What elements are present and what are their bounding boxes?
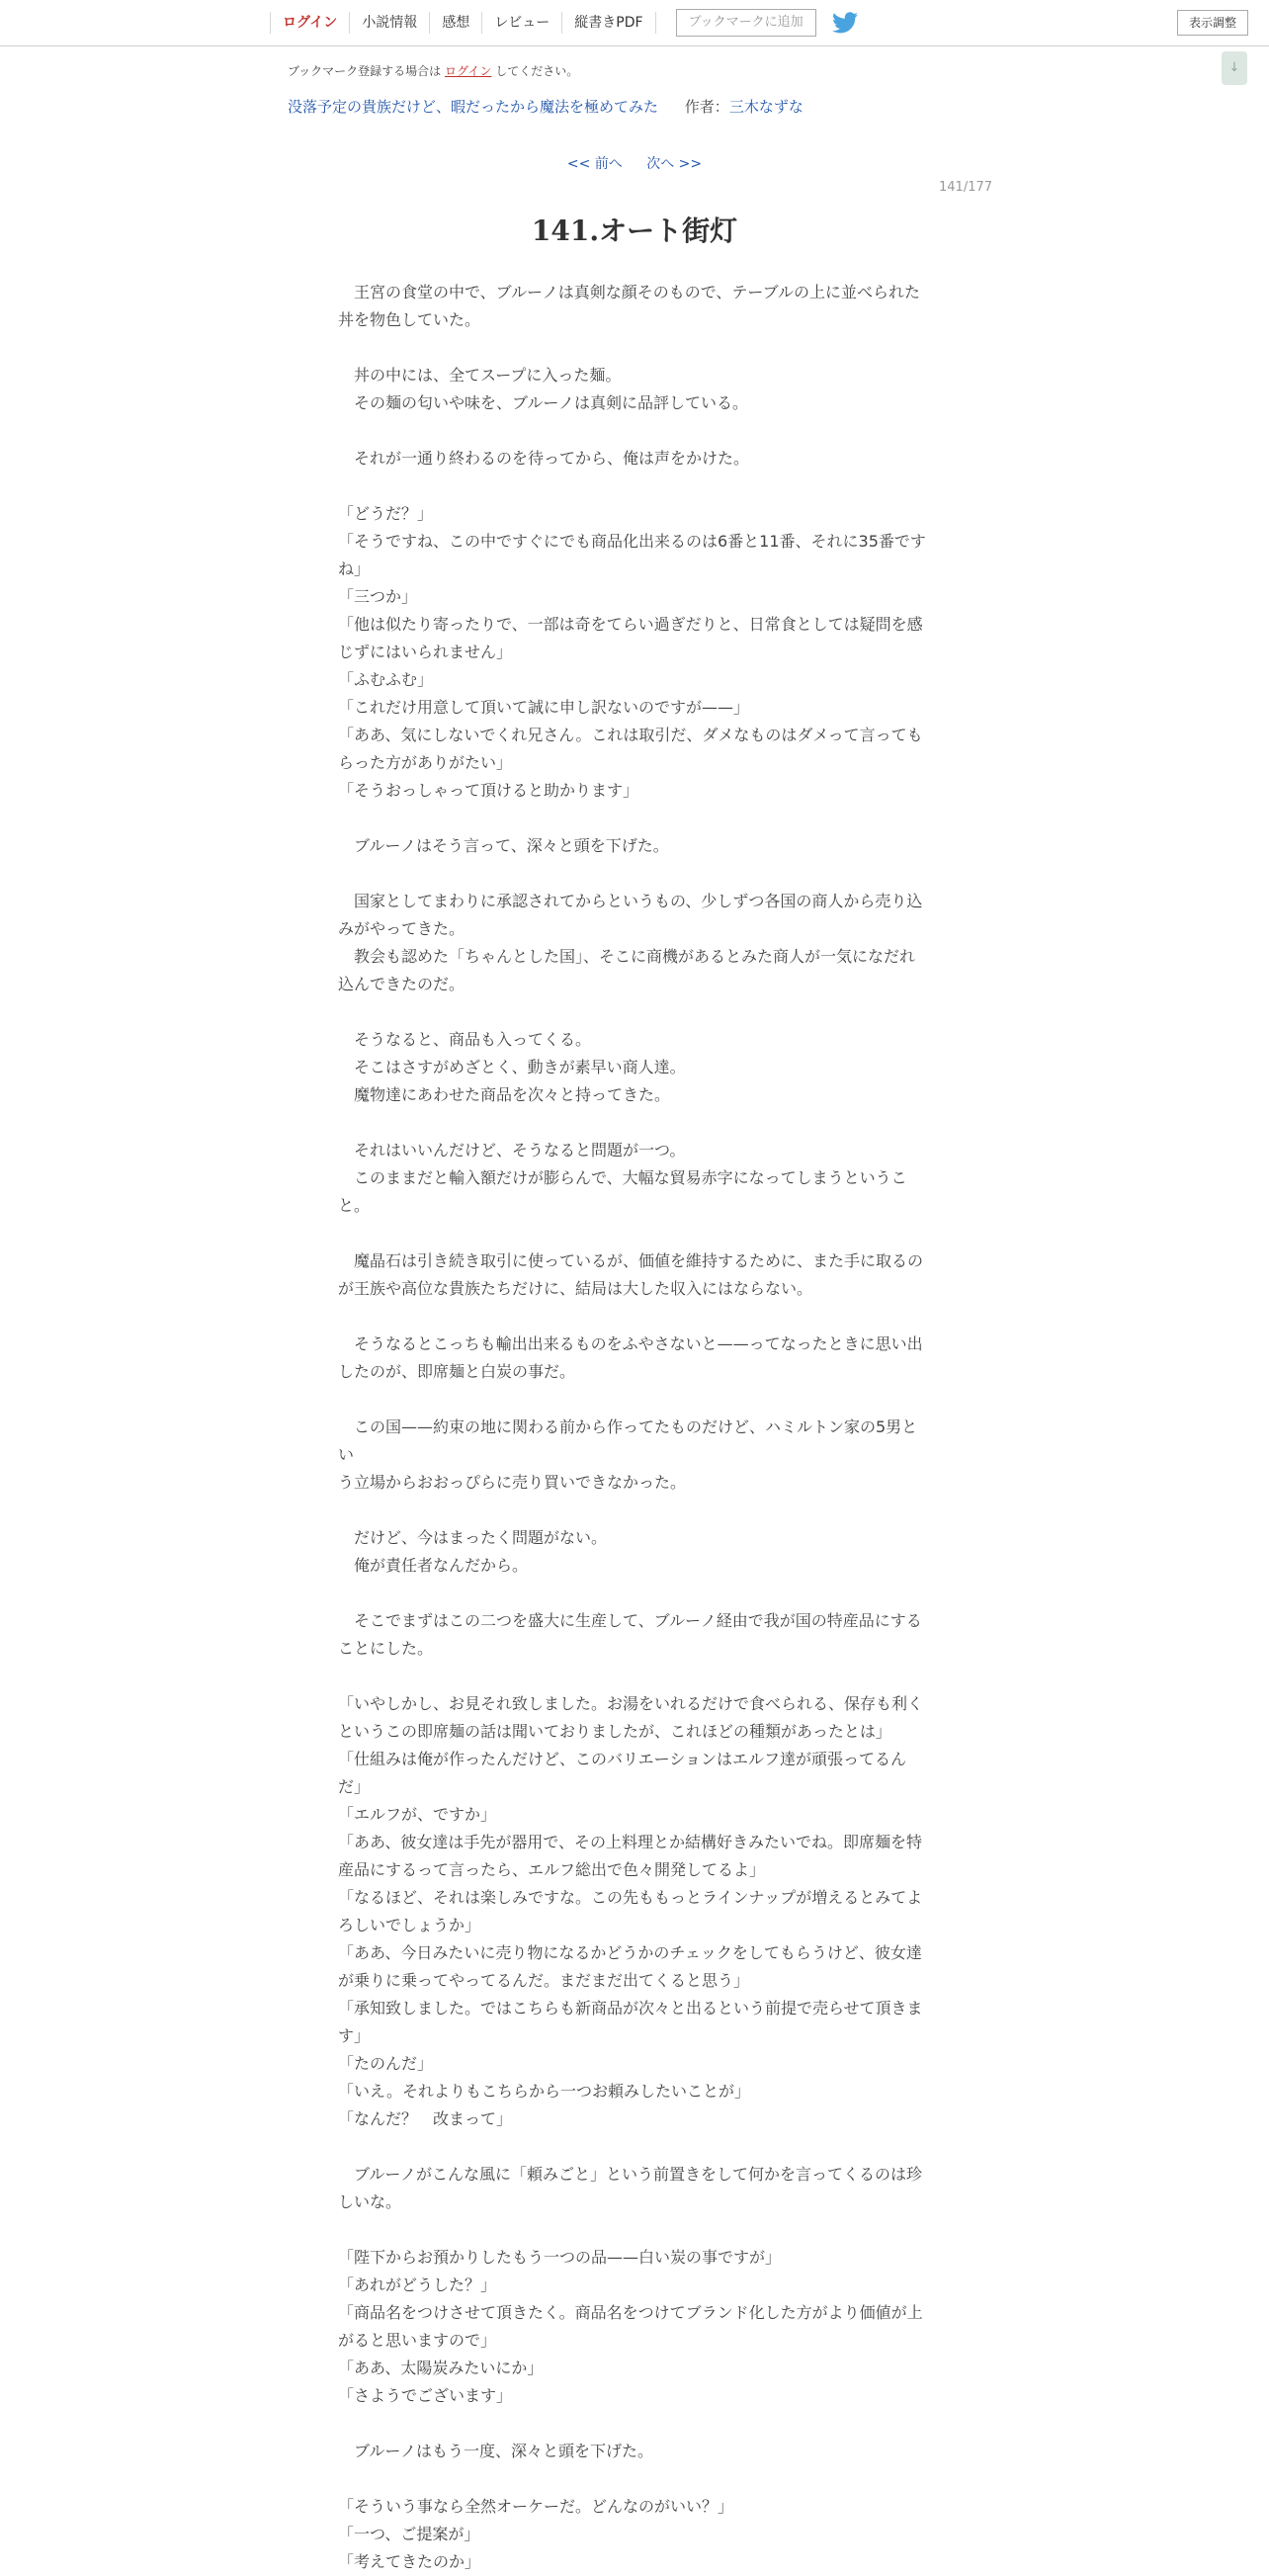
blank-line [338,334,931,362]
novel-line: と。 [338,1196,371,1215]
novel-line: だけど、今はまったく問題がない。 [338,1528,608,1547]
novel-line: したのが、即席麺と白炭の事だ。 [338,1362,576,1381]
novel-line: 国家としてまわりに承認されてからというもの、少しずつ各国の商人から売り込 [338,892,923,910]
blank-line [338,1580,931,1607]
novel-line: 「そういう事なら全然オーケーだ。どんなのがいい？」 [338,2497,734,2516]
novel-line: 「ふむふむ」 [338,670,434,689]
bookmark-notice [288,62,578,79]
novel-line: 「ああ、太陽炭みたいにか」 [338,2359,544,2377]
novel-line: 込んできたのだ。 [338,975,465,993]
novel-line: 「一つ、ご提案が」 [338,2525,480,2543]
novel-line: ね」 [338,559,371,578]
author-label: 作者： [684,98,729,116]
novel-line: 魔物達にあわせた商品を次々と持ってきた。 [338,1085,671,1104]
novel-line: この国——約束の地に関わる前から作ってたものだけど、ハミルトン家の5男とい [338,1417,918,1464]
blank-line [338,2133,931,2161]
nav-bar [270,0,858,45]
blank-line [338,1220,931,1247]
pager [0,153,1269,173]
blank-line [338,2465,931,2493]
novel-line: 「承知致しました。ではこちらも新商品が次々と出るという前提で売らせて頂きま [338,1999,923,2018]
novel-line: しいな。 [338,2192,402,2211]
impressions-link[interactable]: 感想 [429,12,481,34]
blank-line [338,417,931,445]
novel-line: ブルーノはもう一度、深々と頭を下げた。 [338,2442,654,2460]
novel-line: ブルーノはそう言って、深々と頭を下げた。 [338,836,669,855]
novel-line: 「ああ、今日みたいに売り物になるかどうかのチェックをしてもらうけど、彼女達 [338,1943,922,1962]
series-title-link[interactable]: 没落予定の貴族だけど、暇だったから魔法を極めてみた [288,98,659,116]
next-link[interactable]: 次へ >> [646,156,703,172]
top-bar [0,0,1269,46]
novel-line: ことにした。 [338,1639,434,1658]
novel-line: それが一通り終わるのを待ってから、俺は声をかけた。 [338,449,750,468]
novel-line: 「ああ、彼女達は手先が器用で、その上料理とか結構好きみたいでね。即席麺を特 [338,1833,923,1851]
novel-line: このままだと輸入額だけが膨らんで、大幅な貿易赤字になってしまうというこ [338,1168,907,1187]
scroll-down-button[interactable]: ↓ [1222,51,1247,85]
novel-line: 「いえ。それよりもこちらから一つお頼みしたいことが」 [338,2082,750,2101]
novel-line: そこはさすがめざとく、動きが素早い商人達。 [338,1058,686,1076]
novel-line: そうなると、商品も入ってくる。 [338,1030,592,1049]
novel-line: 丼の中には、全てスープに入った麺。 [338,366,622,385]
novel-line: 俺が責任者なんだから。 [338,1556,529,1575]
novel-line: らった方がありがたい」 [338,753,513,772]
novel-line: 「なるほど、それは楽しみですな。この先ももっとラインナップが増えるとみてよ [338,1888,923,1907]
novel-line: ろしいでしょうか」 [338,1916,481,1934]
novel-line: 「仕組みは俺が作ったんだけど、このバリエーションはエルフ達が頑張ってるん [338,1750,907,1768]
blank-line [338,998,931,1026]
novel-line: 王宮の食堂の中で、ブルーノは真剣な顔そのもので、テーブルの上に並べられた [338,283,920,301]
novel-line: 「そうですね、この中ですぐにでも商品化出来るのは6番と11番、それに35番です [338,532,926,551]
blank-line [338,1303,931,1331]
novel-line: 「他は似たり寄ったりで、一部は奇をてらい過ぎだりと、日常食としては疑問を感 [338,615,923,634]
novel-info-link[interactable]: 小説情報 [349,12,429,34]
notice-login-link[interactable]: ログイン [445,64,492,78]
blank-line [338,1109,931,1137]
novel-line: 「さようでございます」 [338,2386,513,2405]
novel-line: 「三つか」 [338,587,418,606]
review-link[interactable]: レビュー [481,12,561,34]
novel-line: だ」 [338,1777,371,1796]
novel-line: それはいいんだけど、そうなると問題が一つ。 [338,1141,686,1159]
blank-line [338,472,931,500]
novel-line: 「いやしかし、お見それ致しました。お湯をいれるだけで食べられる、保存も利く [338,1694,924,1713]
novel-line: 「どうだ？」 [338,504,434,523]
blank-line [338,2410,931,2438]
novel-line: 「ああ、気にしないでくれ兄さん。これは取引だ、ダメなものはダメって言っても [338,726,923,744]
notice-prefix: ブックマーク登録する場合は [288,64,442,78]
novel-line: 「陛下からお預かりしたもう一つの品——白い炭の事ですが」 [338,2248,782,2267]
novel-body [338,279,931,2576]
novel-line: が乗りに乗ってやってるんだ。まだまだ出てくると思う」 [338,1971,750,1990]
add-bookmark-button[interactable]: ブックマークに追加 [676,9,816,37]
novel-line: 「たのんだ」 [338,2054,434,2073]
novel-line: 魔晶石は引き続き取引に使っているが、価値を維持するために、また手に取るの [338,1251,924,1270]
blank-line [338,1497,931,1524]
novel-line: がると思いますので」 [338,2331,497,2350]
series-header [288,96,804,117]
novel-line: 「そうおっしゃって頂けると助かります」 [338,781,639,800]
page-count: 141/177 [939,180,993,195]
notice-suffix: してください。 [495,64,579,78]
author-link[interactable]: 三木なずな [728,98,804,116]
novel-line: 産品にするって言ったら、エルフ総出で色々開発してるよ」 [338,1860,766,1879]
novel-line: みがやってきた。 [338,919,465,938]
blank-line [338,2216,931,2244]
blank-line [338,860,931,888]
novel-line: 丼を物色していた。 [338,310,481,329]
novel-line: う立場からおおっぴらに売り買いできなかった。 [338,1473,687,1492]
twitter-icon[interactable] [832,12,858,34]
blank-line [338,1663,931,1690]
novel-line: そこでまずはこの二つを盛大に生産して、ブルーノ経由で我が国の特産品にする [338,1611,922,1630]
novel-line: 「商品名をつけさせて頂きたく。商品名をつけてブランド化した方がより価値が上 [338,2303,923,2322]
vertical-pdf-link[interactable]: 縦書きPDF [561,12,655,34]
novel-line: 「なんだ？ 改まって」 [338,2109,513,2128]
display-settings-button[interactable]: 表示調整 [1177,10,1248,36]
novel-line: ブルーノがこんな風に「頼みごと」という前置きをして何かを言ってくるのは珍 [338,2165,923,2184]
novel-line: じずにはいられません」 [338,643,513,661]
prev-link[interactable]: << 前へ [566,156,623,172]
novel-line: そうなるとこっちも輸出出来るものをふやさないと——ってなったときに思い出 [338,1334,923,1353]
novel-line: す」 [338,2026,371,2045]
novel-line: その麺の匂いや味を、ブルーノは真剣に品評している。 [338,393,749,412]
login-link[interactable]: ログイン [270,12,349,34]
blank-line [338,805,931,832]
novel-line: 教会も認めた「ちゃんとした国」、そこに商機があるとみた商人が一気になだれ [338,947,916,966]
novel-line: 「これだけ用意して頂いて誠に申し訳ないのですが——」 [338,698,750,717]
novel-line: 「考えてきたのか」 [338,2552,481,2571]
novel-line: というこの即席麺の話は聞いておりましたが、これほどの種類があったとは」 [338,1722,891,1741]
novel-line: 「エルフが、ですか」 [338,1805,497,1824]
novel-line: 「あれがどうした？」 [338,2275,497,2294]
chapter-title: 141.オート街灯 [531,215,738,247]
novel-line: が王族や高位な貴族たちだけに、結局は大した収入にはならない。 [338,1279,813,1298]
blank-line [338,1386,931,1414]
